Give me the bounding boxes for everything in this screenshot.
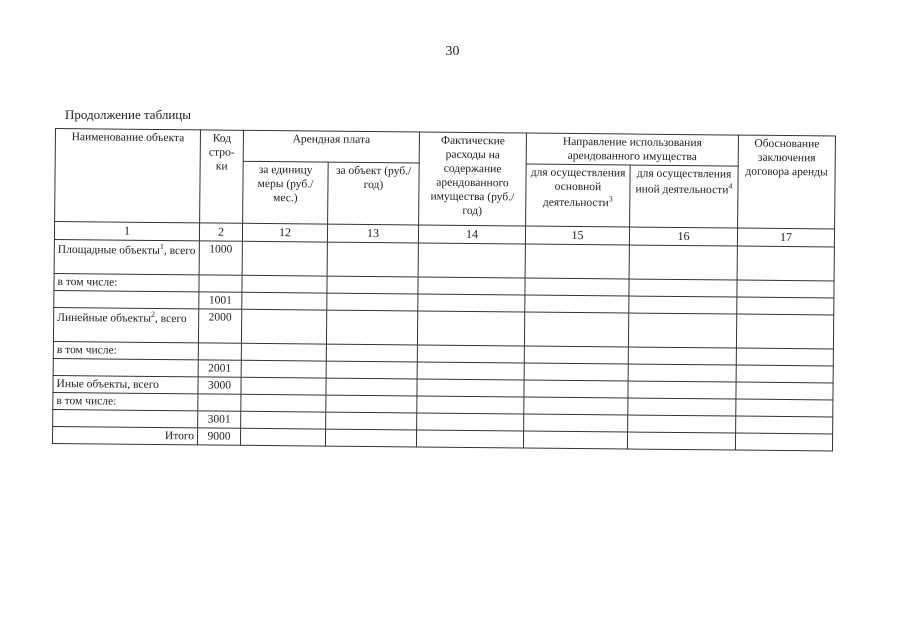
empty-cell <box>627 432 735 450</box>
empty-cell <box>523 431 627 449</box>
row-name <box>53 392 198 410</box>
empty-cell <box>736 382 833 400</box>
empty-cell <box>417 345 524 363</box>
header-dir-other-text: для осуществления иной деятельности <box>635 167 732 197</box>
empty-cell <box>417 362 524 380</box>
empty-cell <box>735 433 832 451</box>
row-name <box>53 307 198 342</box>
row-name <box>54 273 199 291</box>
row-name <box>53 375 198 393</box>
empty-cell <box>241 377 326 395</box>
column-number: 14 <box>418 225 525 244</box>
row-code: 9000 <box>197 428 240 445</box>
row-name-text: в том числе: <box>57 275 118 289</box>
empty-cell <box>327 293 418 311</box>
empty-cell <box>240 428 325 446</box>
row-name-text: Итого <box>164 429 195 443</box>
empty-cell <box>736 348 833 366</box>
empty-cell <box>417 379 524 397</box>
empty-cell <box>628 415 736 433</box>
empty-cell <box>628 364 736 382</box>
empty-cell <box>241 309 326 344</box>
row-name <box>53 341 198 359</box>
empty-cell <box>418 294 525 312</box>
row-name-suffix: , всего <box>163 244 196 257</box>
empty-cell <box>524 346 628 364</box>
empty-cell <box>241 411 326 429</box>
row-name-text: Площадные объекты <box>57 243 160 257</box>
empty-cell <box>326 395 417 413</box>
footnote-3: 3 <box>608 194 613 204</box>
row-name <box>53 358 198 376</box>
column-number: 17 <box>737 228 834 247</box>
row-code: 3001 <box>198 411 241 428</box>
row-name-text: в том числе: <box>56 343 117 357</box>
empty-cell <box>737 297 834 315</box>
empty-cell <box>417 311 524 346</box>
rent-table <box>52 128 836 451</box>
empty-cell <box>418 277 525 295</box>
empty-cell <box>242 241 327 276</box>
empty-cell <box>525 295 629 313</box>
header-code: Код стро-ки <box>200 130 244 223</box>
header-direction: Направление использования арендованного имущества <box>526 133 738 166</box>
header-name: Наименование объекта <box>55 129 201 223</box>
empty-cell <box>326 344 417 362</box>
row-name-suffix: , всего <box>154 312 187 325</box>
row-code: 2001 <box>198 360 241 377</box>
empty-cell <box>628 398 736 416</box>
row-name <box>54 290 199 308</box>
empty-cell <box>327 242 418 277</box>
row-code: 1000 <box>199 241 242 275</box>
header-rent-object: за объект (руб./год) <box>328 162 420 225</box>
row-name <box>53 409 198 427</box>
empty-cell <box>524 312 628 347</box>
header-rent: Арендная плата <box>243 130 419 163</box>
column-number: 2 <box>199 223 242 241</box>
empty-cell <box>524 380 628 398</box>
empty-cell <box>628 347 736 365</box>
row-code <box>199 275 242 292</box>
footnote-mark: 1 <box>159 241 164 251</box>
column-number: 13 <box>327 224 418 242</box>
empty-cell <box>417 413 524 431</box>
row-code: 1001 <box>199 292 242 309</box>
row-code: 2000 <box>198 309 241 343</box>
empty-cell <box>325 429 416 447</box>
empty-cell <box>737 246 834 281</box>
header-rent-unit: за единицу меры (руб./мес.) <box>243 161 329 224</box>
row-code <box>198 343 241 360</box>
empty-cell <box>416 430 523 448</box>
empty-cell <box>326 412 417 430</box>
row-name-text: в том числе: <box>56 394 117 408</box>
empty-cell <box>629 296 737 314</box>
empty-cell <box>736 416 833 434</box>
empty-cell <box>525 278 629 296</box>
empty-cell <box>417 396 524 414</box>
empty-cell <box>629 279 737 297</box>
header-actual-costs: Фактические расходы на содержание арендованного имущества (руб./год) <box>419 132 527 226</box>
empty-cell <box>327 276 418 294</box>
empty-cell <box>326 310 417 345</box>
empty-cell <box>525 244 629 279</box>
row-name <box>54 239 199 274</box>
header-justification: Обоснование заключения договора аренды <box>738 135 836 229</box>
empty-cell <box>524 397 628 415</box>
column-number: 16 <box>629 227 737 246</box>
empty-cell <box>629 245 737 280</box>
empty-cell <box>736 314 833 349</box>
column-number: 12 <box>242 223 327 241</box>
header-dir-main-text: для осуществления основной деятельности <box>530 166 626 210</box>
footnote-4: 4 <box>728 181 733 191</box>
empty-cell <box>326 378 417 396</box>
header-dir-main <box>526 164 631 227</box>
row-name-text: Иные объекты, всего <box>56 377 159 391</box>
empty-cell <box>737 280 834 298</box>
table-caption: Продолжение таблицы <box>65 107 191 122</box>
row-code <box>198 394 241 411</box>
empty-cell <box>241 394 326 412</box>
footnote-mark: 2 <box>150 309 156 319</box>
column-number: 15 <box>525 226 629 245</box>
row-name <box>52 426 197 444</box>
empty-cell <box>628 381 736 399</box>
row-code: 3000 <box>198 377 241 394</box>
empty-cell <box>628 313 736 348</box>
empty-cell <box>326 361 417 379</box>
empty-cell <box>524 363 628 381</box>
empty-cell <box>524 414 628 432</box>
row-name-text: Линейные объекты <box>57 311 152 325</box>
page-number: 30 <box>445 44 460 59</box>
empty-cell <box>736 399 833 417</box>
empty-cell <box>242 292 327 310</box>
column-number: 1 <box>54 222 199 241</box>
empty-cell <box>418 243 525 278</box>
header-dir-other <box>630 165 739 228</box>
empty-cell <box>241 360 326 378</box>
empty-cell <box>241 343 326 361</box>
empty-cell <box>736 365 833 383</box>
empty-cell <box>242 275 327 293</box>
